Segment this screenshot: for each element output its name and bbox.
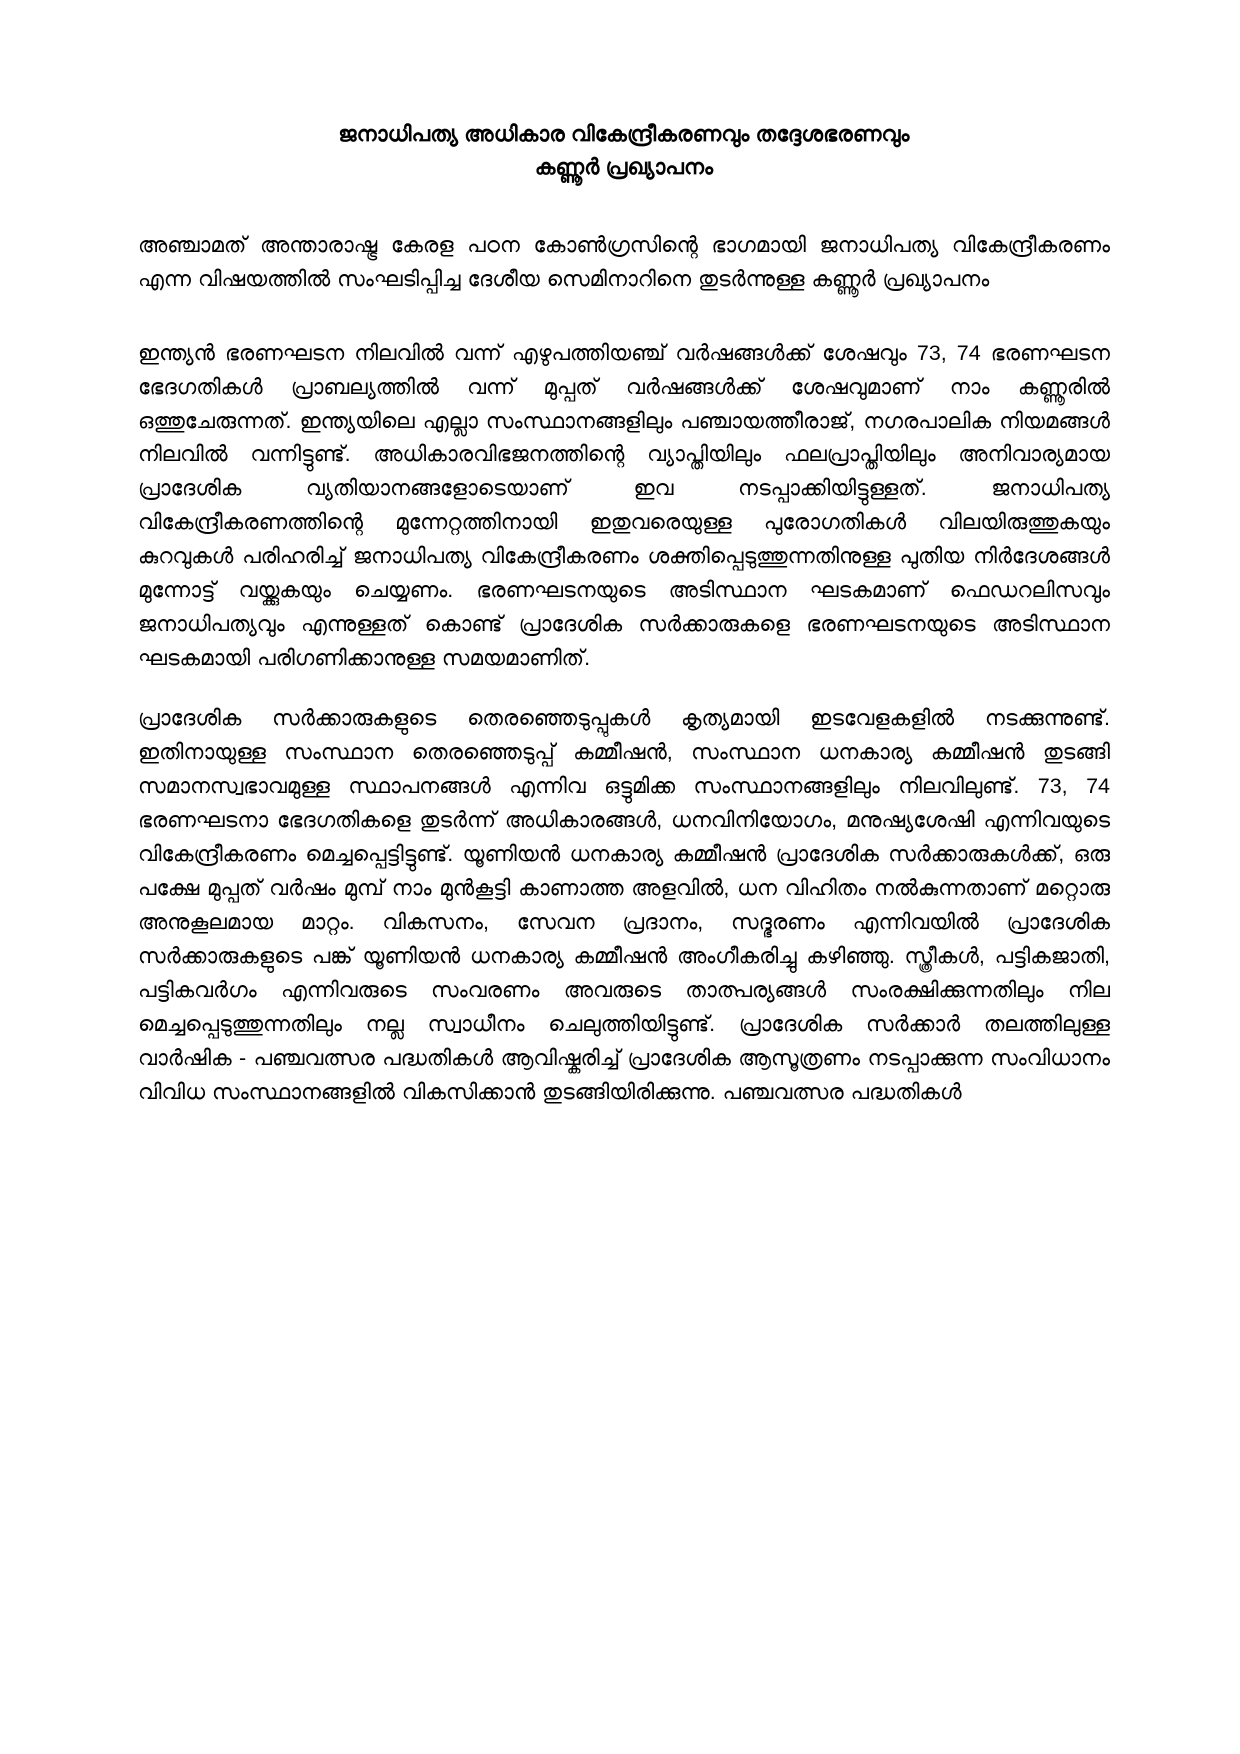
title-line-1: ജനാധിപത്യ അധികാര വികേന്ദ്രീകരണവും തദ്ദേശഭരണവും	[338, 122, 910, 146]
paragraph-intro: അഞ്ചാമത് അന്താരാഷ്ട്ര കേരള പഠന കോൺഗ്രസിന്റെ ഭാഗമായി ജനാധിപത്യ വികേന്ദ്രീകരണം എന്ന വിഷയത്തിൽ സംഘടിപ്പിച്ച ദേശീയ സെമിനാറിനെ തുടർന്നുള്ള കണ്ണൂർ പ്രഖ്യാപനം	[138, 232, 1110, 291]
document-title-block	[138, 118, 1110, 185]
title-line-2: കണ്ണൂർ പ്രഖ്യാപനം	[534, 155, 714, 180]
page-title	[138, 118, 1110, 185]
paragraph-1: ഇന്ത്യൻ ഭരണഘടന നിലവിൽ വന്ന് എഴുപത്തിയഞ്ച് വർഷങ്ങൾക്ക് ശേഷവും 73, 74 ഭരണഘടന ഭേദഗതികൾ പ്രാബല്യത്തിൽ വന്ന് മുപ്പത് വർഷങ്ങൾക്ക് ശേഷവുമാണ് നാം കണ്ണൂരിൽ ഒത്തുചേരുന്നത്. ഇന്ത്യയിലെ എല്ലാ സംസ്ഥാനങ്ങളിലും പഞ്ചായത്തീരാജ്, നഗരപാലിക നിയമങ്ങൾ നിലവിൽ വന്നിട്ടുണ്ട്. അധികാരവിഭജനത്തിന്റെ വ്യാപ്തിയിലും ഫലപ്രാപ്തിയിലും അനിവാര്യമായ പ്രാദേശിക വ്യതിയാനങ്ങളോടെയാണ് ഇവ നടപ്പാക്കിയിട്ടുള്ളത്. ജനാധിപത്യ വികേന്ദ്രീകരണത്തിന്റെ മുന്നേറ്റത്തിനായി ഇതുവരെയുള്ള പുരോഗതികൾ വിലയിരുത്തുകയും കുറവുകൾ പരിഹരിച്ച് ജനാധിപത്യ വികേന്ദ്രീകരണം ശക്തിപ്പെടുത്തുന്നതിനുള്ള പുതിയ നിർദേശങ്ങൾ മുന്നോട്ട് വയ്ക്കുകയും ചെയ്യണം. ഭരണഘടനയുടെ അടിസ്ഥാന ഘടകമാണ് ഫെഡറലിസവും ജനാധിപത്യവും എന്നുള്ളത് കൊണ്ട് പ്രാദേശിക സർക്കാരുകളെ ഭരണഘടനയുടെ അടിസ്ഥാന ഘടകമായി പരിഗണിക്കാനുള്ള സമയമാണിത്.	[138, 340, 1110, 671]
paragraph-2: പ്രാദേശിക സർക്കാരുകളുടെ തെരഞ്ഞെടുപ്പുകൾ കൃത്യമായി ഇടവേളകളിൽ നടക്കുന്നുണ്ട്. ഇതിനായുള്ള സംസ്ഥാന തെരഞ്ഞെടുപ്പ് കമ്മീഷൻ, സംസ്ഥാന ധനകാര്യ കമ്മീഷൻ തുടങ്ങി സമാനസ്വഭാവമുള്ള സ്ഥാപനങ്ങൾ എന്നിവ ഒട്ടുമിക്ക സംസ്ഥാനങ്ങളിലും നിലവിലുണ്ട്. 73, 74 ഭരണഘടനാ ഭേദഗതികളെ തുടർന്ന് അധികാരങ്ങൾ, ധനവിനിയോഗം, മനുഷ്യശേഷി എന്നിവയുടെ വികേന്ദ്രീകരണം മെച്ചപ്പെട്ടിട്ടുണ്ട്. യൂണിയൻ ധനകാര്യ കമ്മീഷൻ പ്രാദേശിക സർക്കാരുകൾക്ക്, ഒരു പക്ഷേ മുപ്പത് വർഷം മുമ്പ് നാം മുൻകൂട്ടി കാണാത്ത അളവിൽ, ധന വിഹിതം നൽകുന്നതാണ് മറ്റൊരു അനുകൂലമായ മാറ്റം. വികസനം, സേവന പ്രദാനം, സദ്ഭരണം എന്നിവയിൽ പ്രാദേശിക സർക്കാരുകളുടെ പങ്ക് യൂണിയൻ ധനകാര്യ കമ്മീഷൻ അംഗീകരിച്ചു കഴിഞ്ഞു. സ്ത്രീകൾ, പട്ടികജാതി, പട്ടികവർഗം എന്നിവരുടെ സംവരണം അവരുടെ താത്പര്യങ്ങൾ സംരക്ഷിക്കുന്നതിലും നില മെച്ചപ്പെടുത്തുന്നതിലും നല്ല സ്വാധീനം ചെലുത്തിയിട്ടുണ്ട്. പ്രാദേശിക സർക്കാർ തലത്തിലുള്ള വാർഷിക - പഞ്ചവത്സര പദ്ധതികൾ ആവിഷ്കരിച്ച് പ്രാദേശിക ആസൂത്രണം നടപ്പാക്കുന്ന സംവിധാനം വിവിധ സംസ്ഥാനങ്ങളിൽ വികസിക്കാൻ തുടങ്ങിയിരിക്കുന്നു. പഞ്ചവത്സര പദ്ധതികൾ	[138, 706, 1110, 1104]
